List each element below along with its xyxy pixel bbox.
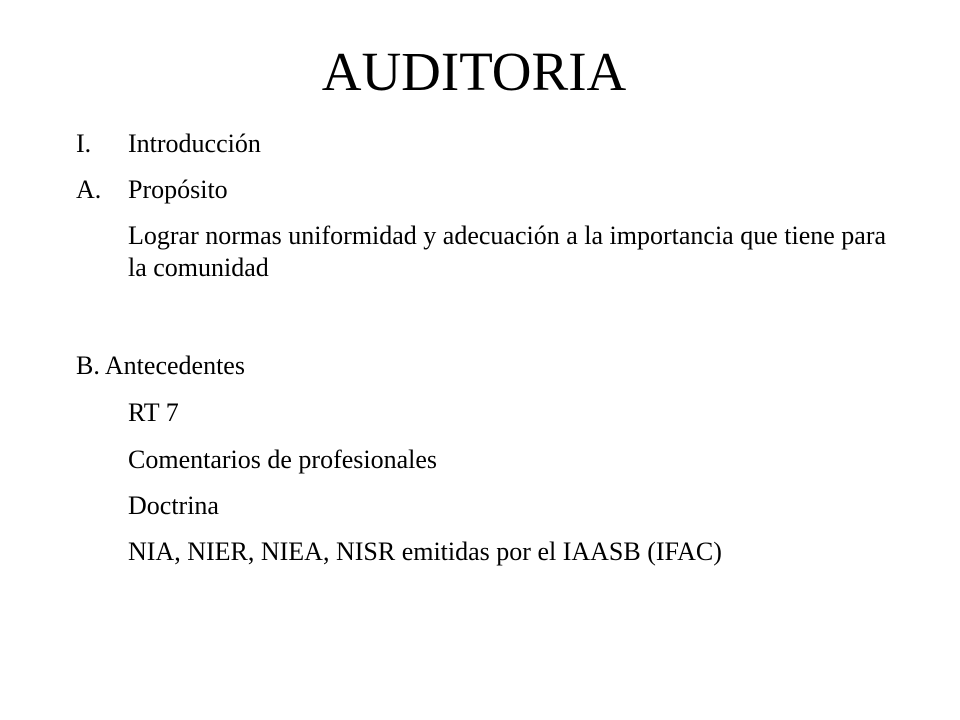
- item-a-marker: A.: [76, 175, 102, 204]
- slide-title: AUDITORIA: [321, 41, 627, 102]
- item-b-heading: B. Antecedentes: [76, 351, 245, 380]
- sub-item-comentarios: Comentarios de profesionales: [128, 445, 438, 474]
- sub-item-rt7: RT 7: [128, 398, 179, 427]
- sub-item-doctrina: Doctrina: [128, 491, 219, 520]
- item-a-description: Lograr normas uniformidad y adecuación a la importancia que tiene para la comunidad: [128, 221, 887, 282]
- sub-item-normas: NIA, NIER, NIEA, NISR emitidas por el IAASB (IFAC): [128, 537, 722, 566]
- section-marker: I.: [76, 129, 92, 158]
- section-label: Introducción: [128, 129, 261, 158]
- item-a-label: Propósito: [128, 175, 228, 204]
